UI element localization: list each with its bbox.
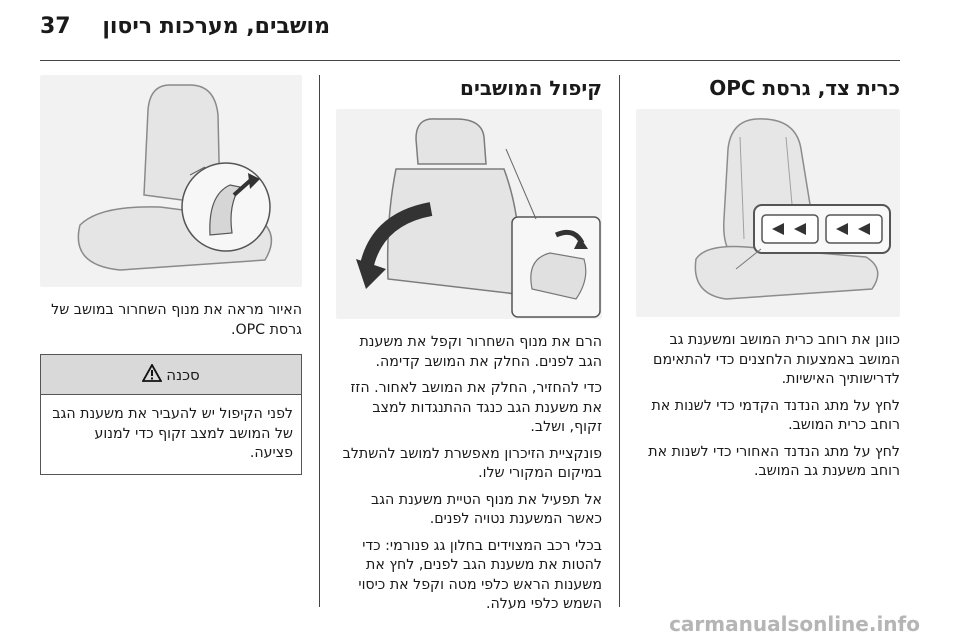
paragraph: לחץ על מתג הנדנד הקדמי כדי לשנות את רוחב כרית המושב. [651,397,900,433]
warning-triangle-icon [142,364,162,386]
section-title-side-bolster: כרית צד, גרסת OPC [709,76,900,100]
column-divider [619,75,620,607]
release-lever-illustration [40,75,302,287]
paragraph: כוונן את רוחב כרית המושב ומשענת גב המושב באמצעות הלחצנים כדי להתאימם לדרישותיך האישיות. [653,332,900,387]
seat-folding-illustration [336,109,602,319]
paragraph: הרם את מנוף השחרור וקפל את משענת הגב לפנים. החלק את המושב קדימה. [359,334,602,370]
page-number: 37 [40,14,71,39]
seat-bolster-illustration [636,109,900,317]
page-header [40,14,900,54]
watermark: carmanualsonline.info [669,612,920,636]
paragraph: כדי להחזיר, החלק את המושב לאחור. הזז את משענת הגב כנגד ההתנגדות למצב זקוף, ושלב. [350,380,602,435]
danger-text: לפני הקיפול יש להעביר את משענת הגב של המושב למצב זקוף כדי למנוע פציעה. [52,406,293,461]
paragraph: אל תפעיל את מנוף הטיית משענת הגב כאשר המשענת נטויה לפנים. [370,491,602,527]
header-rule [40,60,900,61]
section-title-folding-seats: קיפול המושבים [460,76,602,100]
danger-box-header [41,355,301,395]
section-folding-seats [336,75,602,622]
column-divider [319,75,320,607]
section-side-bolster [636,75,900,489]
paragraph: לחץ על מתג הנדנד האחורי כדי לשנות את רוחב משענת גב המושב. [648,443,900,479]
danger-heading: סכנה [166,365,200,384]
danger-box [40,354,302,475]
figure-caption: האיור מראה את מנוף השחרור במושב של גרסת OPC. [51,302,302,338]
page-title: מושבים, מערכות ריסון [102,14,330,39]
paragraph: בכלי רכב המצוידים בחלון גג פנורמי: כדי להטות את משענת הגב לפנים, לחץ את משענות הראש כלפי מטה וקפל את כיסוי השמש כלפי מעלה. [358,537,602,612]
section-release-lever [40,75,302,475]
paragraph: פונקציית הזיכרון מאפשרת למושב להשתלב במיקום המקורי שלו. [342,445,602,481]
